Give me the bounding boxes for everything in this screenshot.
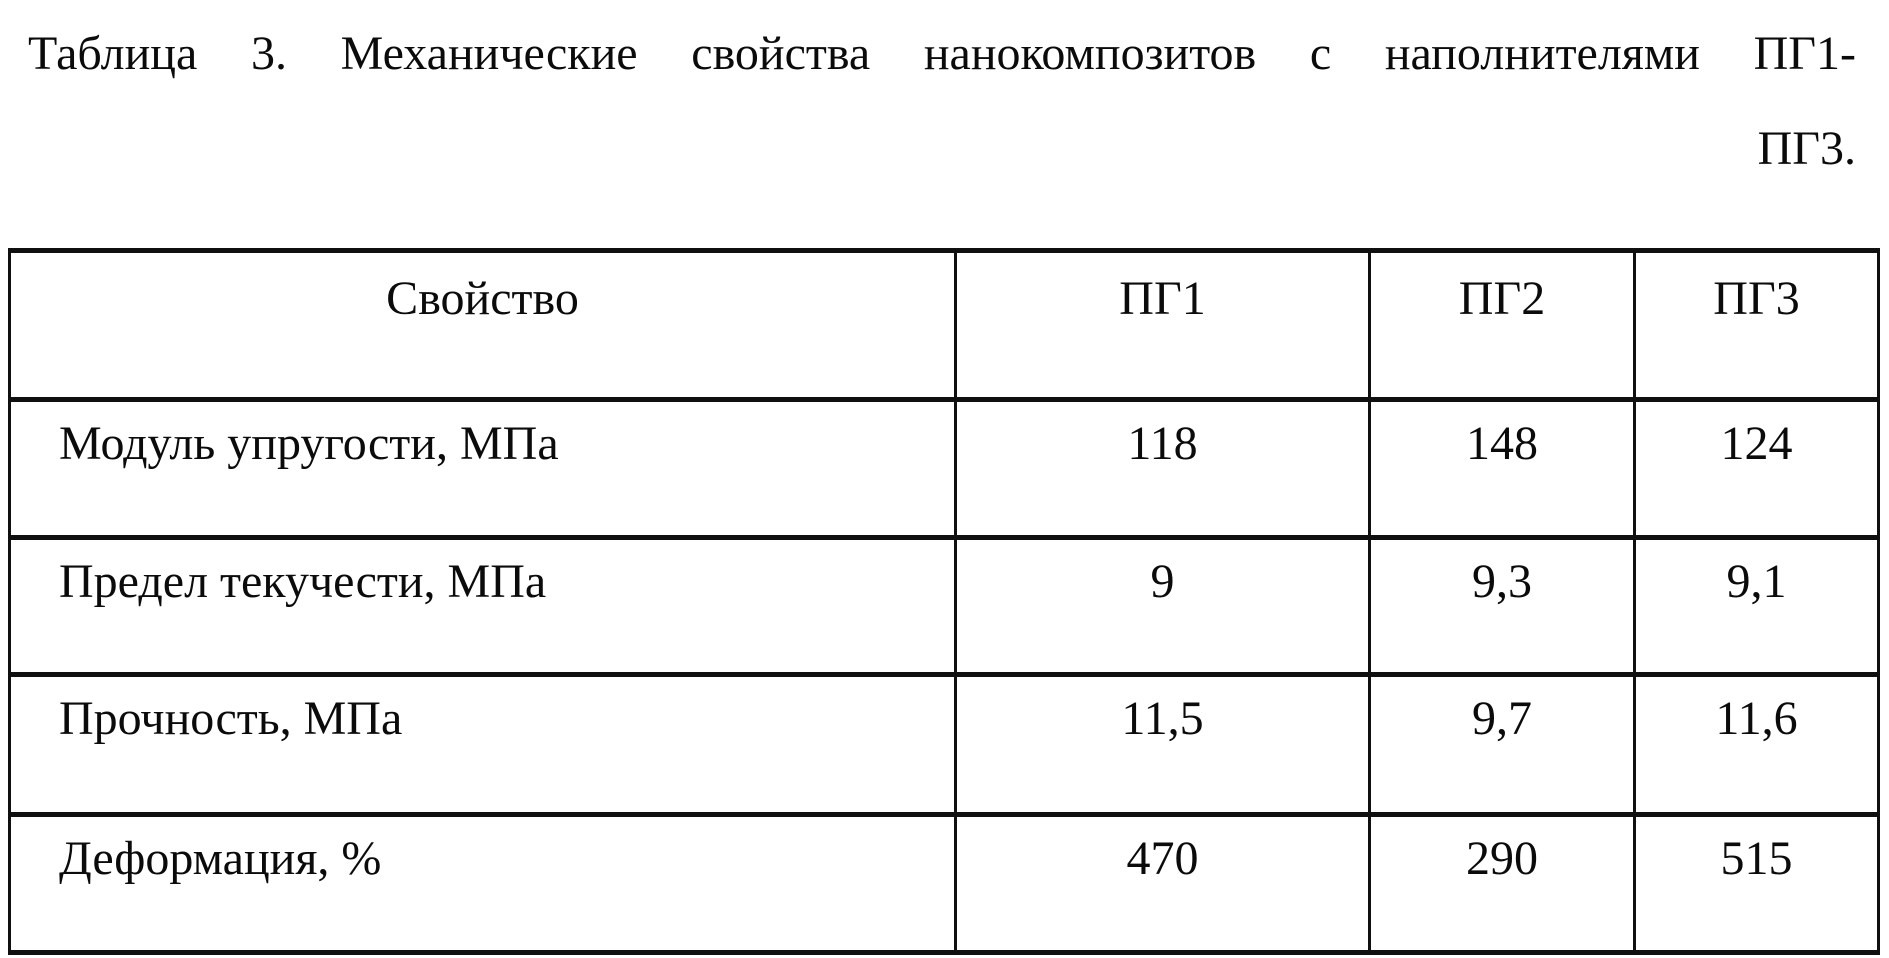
header-pg2: ПГ2: [1370, 251, 1635, 400]
value-cell-pg3: 124: [1635, 400, 1879, 538]
value-cell-pg3: 9,1: [1635, 538, 1879, 675]
table-row-deformation: [10, 815, 1879, 953]
value-cell-pg1: 11,5: [956, 675, 1370, 815]
value-cell-pg3: 515: [1635, 815, 1879, 953]
property-cell: Деформация, %: [10, 815, 956, 953]
property-cell: Предел текучести, МПа: [10, 538, 956, 675]
header-pg1: ПГ1: [956, 251, 1370, 400]
value-cell-pg2: 9,7: [1370, 675, 1635, 815]
value-cell-pg2: 290: [1370, 815, 1635, 953]
table-caption-line-1: Таблица 3. Механические свойства нанокомпозитов с наполнителями ПГ1-: [28, 27, 1856, 80]
property-cell: Модуль упругости, МПа: [10, 400, 956, 538]
table-row-modulus: [10, 400, 1879, 538]
header-pg3: ПГ3: [1635, 251, 1879, 400]
table-row-yield-strength: [10, 538, 1879, 675]
value-cell-pg2: 9,3: [1370, 538, 1635, 675]
table-header-row: [10, 251, 1879, 400]
table-caption: [28, 6, 1856, 196]
header-property: Свойство: [10, 251, 956, 400]
value-cell-pg1: 470: [956, 815, 1370, 953]
property-cell: Прочность, МПа: [10, 675, 956, 815]
table-row-strength: [10, 675, 1879, 815]
value-cell-pg3: 11,6: [1635, 675, 1879, 815]
mechanical-properties-table: [8, 248, 1880, 955]
table-caption-line-2: ПГ3.: [1757, 122, 1856, 175]
value-cell-pg1: 9: [956, 538, 1370, 675]
value-cell-pg2: 148: [1370, 400, 1635, 538]
value-cell-pg1: 118: [956, 400, 1370, 538]
